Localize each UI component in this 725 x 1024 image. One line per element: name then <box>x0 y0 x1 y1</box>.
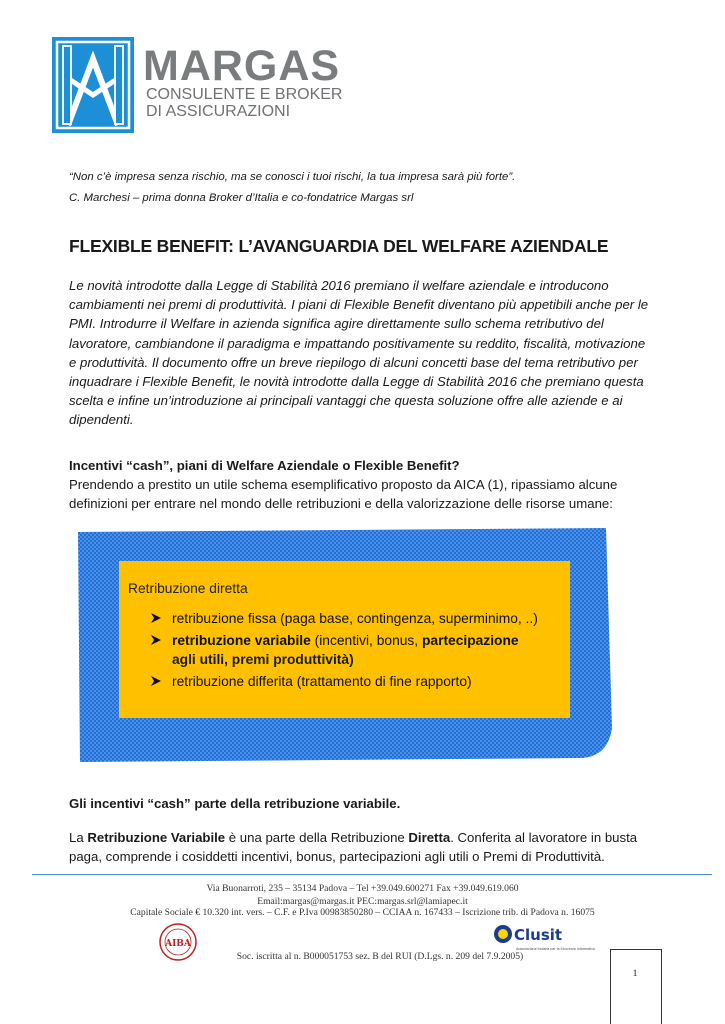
page-number-box <box>610 949 662 1024</box>
list-item-text <box>172 632 519 650</box>
footer-divider <box>32 874 712 875</box>
intro-paragraph: Le novità introdotte dalla Legge di Stabilità 2016 premiano il welfare aziendale e introducono cambiamenti nei premi di produttività. I piani di Flexible Benefit diventano più appetibili anche per le PMI. Introdurre il Welfare in azienda significa agire direttamente sullo schema retributivo del lavoratore, cambiandone il paradigma e impattando positivamente su reddito, fiscalità, motivazione e produttività. Il documento offre un breve riepilogo di alcuni concetti base del tema retributivo per inquadrare i Flexible Benefit, le novità introdotte dalla Legge di Stabilità 2016 che premiano questa scelta e infine un’introduzione ai principali vantaggi che questa soluzione offre alle aziende e ai dipendenti. <box>69 278 649 428</box>
arrow-bullet-icon <box>150 675 162 687</box>
footer-email: Email:margas@margas.it PEC:margas.srl@lamiapec.it <box>257 896 468 907</box>
arrow-bullet-icon <box>150 634 162 646</box>
section-body-variable: La Retribuzione Variabile è una parte della Retribuzione Diretta. Conferita al lavoratore in busta paga, comprende i cosiddetti incentivi, bonus, partecipazioni agli utili o Premi di Produttività. <box>69 830 638 864</box>
margas-logo-mark-icon <box>52 37 134 133</box>
box-title: Retribuzione diretta <box>128 581 248 596</box>
footer-capital: Capitale Sociale € 10.320 int. vers. – C.F. e P.Iva 00983850280 – CCIAA n. 167433 – Iscrizione trib. di Padova n. 16075 <box>130 907 595 918</box>
section-heading-incentives: Incentivi “cash”, piani di Welfare Aziendale o Flexible Benefit? <box>69 458 460 473</box>
arrow-bullet-icon <box>150 612 162 624</box>
list-item-mid: (incentivi, bonus, <box>310 633 422 648</box>
page-number: 1 <box>632 968 638 979</box>
quote-author: C. Marchesi – prima donna Broker d’Italia e co-fondatrice Margas srl <box>69 192 414 204</box>
aiba-label: AIBA <box>165 939 191 949</box>
logo-subtitle-1: CONSULENTE E BROKER <box>146 86 343 103</box>
clusit-sub: Associazione Italiana per la Sicurezza Informatica <box>516 947 595 951</box>
section-body-incentives: Prendendo a prestito un utile schema esemplificativo proposto da AICA (1), ripassiamo alcune definizioni per entrare nel mondo delle retribuzioni e della valorizzazione delle risorse umane: <box>69 477 618 511</box>
document-title: FLEXIBLE BENEFIT: L’AVANGUARDIA DEL WELFARE AZIENDALE <box>69 236 609 256</box>
list-item-bold: partecipazione <box>421 633 519 648</box>
footer-rui: Soc. iscritta al n. B000051753 sez. B del RUI (D.Lgs. n. 209 del 7.9.2005) <box>236 951 524 962</box>
list-item-text: retribuzione fissa (paga base, contingenza, superminimo, ..) <box>172 611 538 626</box>
quote: “Non c’è impresa senza rischio, ma se conosci i tuoi rischi, la tua impresa sarà più forte”. <box>69 171 516 183</box>
list-item-continuation: agli utili, premi produttività) <box>172 652 354 667</box>
list-item-text: retribuzione differita (trattamento di fine rapporto) <box>172 674 472 689</box>
clusit-logo-icon <box>492 918 595 958</box>
footer-address: Via Buonarroti, 235 – 35134 Padova – Tel +39.049.600271 Fax +39.049.619.060 <box>206 883 519 894</box>
logo-name: MARGAS <box>143 42 341 90</box>
clusit-label: Clusit <box>514 926 563 944</box>
section-heading-cash: Gli incentivi “cash” parte della retribuzione variabile. <box>69 796 401 811</box>
list-item-bold: retribuzione variabile <box>172 633 311 648</box>
logo-subtitle-2: DI ASSICURAZIONI <box>146 103 291 120</box>
